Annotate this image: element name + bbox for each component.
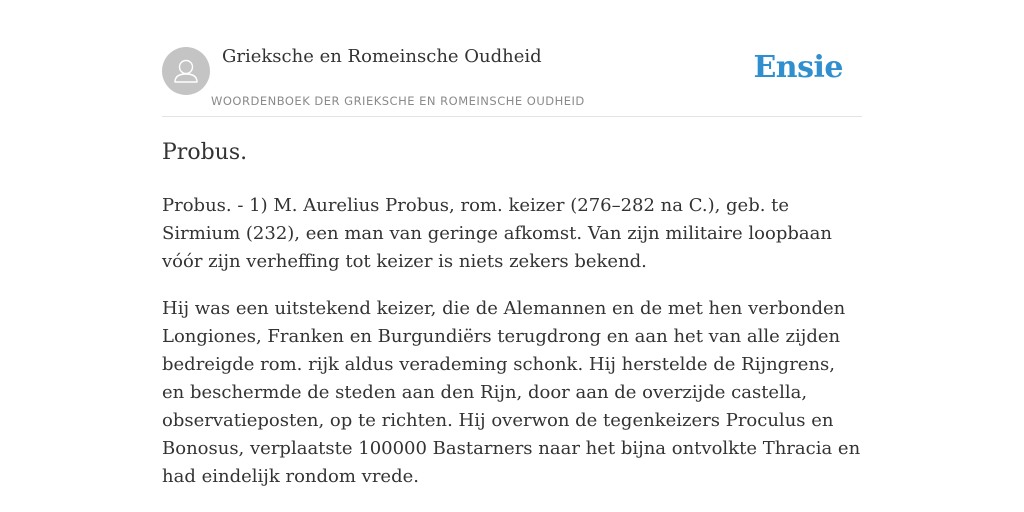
page (162, 0, 862, 512)
entry-paragraph: Probus. - 1) M. Aurelius Probus, rom. keizer (276–282 na C.), geb. te Sirmium (232), een man van geringe afkomst. Van zijn militaire loopbaan vóór zijn verheffing tot keizer is niets zekers bekend. (162, 195, 832, 272)
entry-body (162, 192, 862, 510)
entry-paragraph: Hij was een uitstekend keizer, die de Alemannen en de met hen verbonden Longiones, Franken en Burgundiërs terugdrong en aan het van alle zijden bedreigde rom. rijk aldus verademing schonk. Hij herstelde de Rijngrens, en beschermde de steden aan den Rijn, door aan de overzijde castella, observatieposten, op te richten. Hij overwon de tegenkeizers Proculus en Bonosus, verplaatste 100000 Bastarners naar het bijna ontvolkte Thracia en had eindelijk rondom vrede. (162, 298, 861, 487)
header (162, 0, 862, 117)
avatar[interactable] (162, 47, 210, 95)
site-title[interactable]: Grieksche en Romeinsche Oudheid (222, 46, 542, 67)
entry-title: Probus. (162, 140, 248, 165)
brand-logo[interactable]: Ensie (753, 50, 843, 85)
user-icon (162, 47, 210, 95)
site-subtitle[interactable]: WOORDENBOEK DER GRIEKSCHE EN ROMEINSCHE OUDHEID (211, 94, 585, 108)
